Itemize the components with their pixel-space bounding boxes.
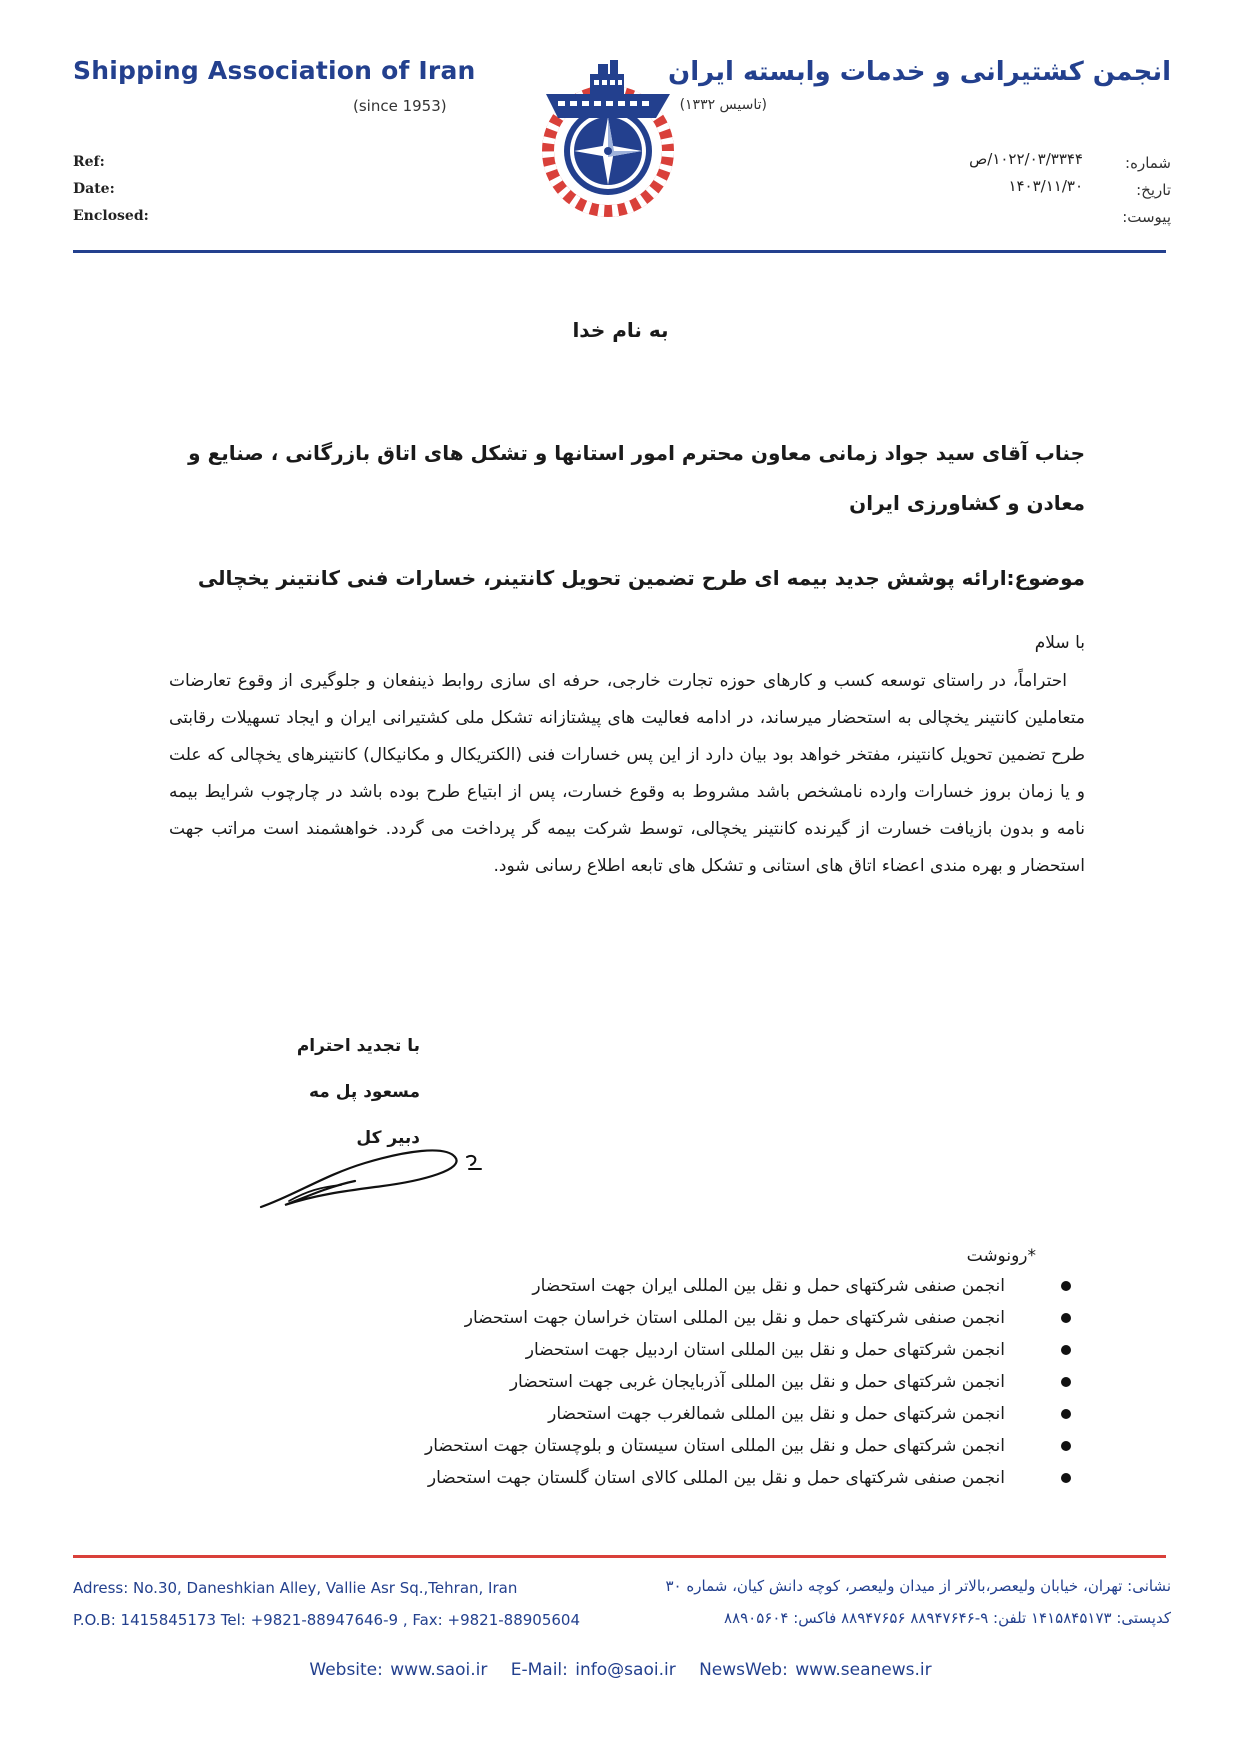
- handwritten-signature: [255, 1135, 505, 1215]
- basmala-heading: به نام خدا: [572, 318, 669, 342]
- address-line-en: Adress: No.30, Daneshkian Alley, Vallie Asr Sq.,Tehran, Iran: [73, 1579, 518, 1597]
- persian-founding-year: (تاسیس ۱۳۳۲): [679, 97, 767, 113]
- newsweb-link[interactable]: NewsWeb: www.seanews.ir: [699, 1660, 932, 1680]
- english-meta-labels: [73, 149, 149, 230]
- footer-divider: [73, 1555, 1166, 1558]
- cc-heading: *رونوشت: [966, 1246, 1036, 1266]
- persian-association-name: انجمن کشتیرانی و خدمات وابسته ایران: [668, 57, 1171, 87]
- recipient: جناب آقای سید جواد زمانی معاون محترم امور استانها و تشکل های اتاق بازرگانی ، صنایع و معادن و کشاورزی ایران: [188, 441, 1085, 515]
- bullet-icon: [1061, 1473, 1071, 1483]
- signer-name: مسعود پل مه: [308, 1082, 420, 1102]
- bullet-icon: [1061, 1409, 1071, 1419]
- persian-address: [666, 1570, 1172, 1634]
- english-founding-year: (since 1953): [353, 97, 447, 115]
- association-logo-icon: [528, 56, 688, 218]
- enclosed-label-fa: پیوست:: [1122, 208, 1171, 226]
- cc-item: انجمن شرکتهای حمل و نقل بین المللی آذربایجان غربی جهت استحضار: [425, 1366, 1071, 1398]
- english-address: [73, 1572, 580, 1636]
- cc-item: انجمن صنفی شرکتهای حمل و نقل بین المللی استان خراسان جهت استحضار: [425, 1302, 1071, 1334]
- letter-number: ۱۰۲۲/۰۳/۳۳۴۴/ص: [969, 150, 1083, 168]
- persian-meta-labels: [1122, 150, 1171, 231]
- cc-list: [425, 1270, 1071, 1494]
- greeting: با سلام: [1034, 633, 1085, 653]
- address-line-fa: نشانی: تهران، خیابان ولیعصر،بالاتر از میدان ولیعصر، کوچه دانش کیان، شماره ۳۰: [665, 1577, 1171, 1595]
- bullet-icon: [1061, 1345, 1071, 1355]
- contact-links: [0, 1660, 1241, 1680]
- cc-item: انجمن صنفی شرکتهای حمل و نقل بین المللی ایران جهت استحضار: [425, 1270, 1071, 1302]
- bullet-icon: [1061, 1281, 1071, 1291]
- number-label-fa: شماره:: [1125, 154, 1171, 172]
- ref-label: Ref:: [73, 154, 105, 170]
- enclosed-label: Enclosed:: [73, 208, 149, 224]
- body-paragraph: احتراماً، در راستای توسعه کسب و کارهای حوزه تجارت خارجی، حرفه ای سازی روابط ذینفعان و جلوگیری از وقوع تعارضات متعاملین کانتینر یخچالی به استحضار میرساند، در ادامه فعالیت های پیشتازانه تشکل ملی کشتیرانی ایران و ایجاد تسهیلات رقابتی طرح تضمین تحویل کانتینر، مفتخر خواهد بود بیان دارد از این پس خسارات فنی (الکتریکال و مکانیکال) کانتینرهای یخچالی که علت و یا زمان بروز خسارات وارده نامشخص باشد مشروط به وقوع خسارت، پس از ابتیاع طرح بوده باشد در چارچوب شرایط بیمه نامه و بدون بازیافت خسارت از گیرنده کانتینر یخچالی، توسط شرکت بیمه گر پرداخت می گردد. خواهشمند است مراتب جهت استحضار و بهره مندی اعضاء اتاق های استانی و تشکل های تابعه اطلاع رسانی شود.: [169, 671, 1085, 876]
- website-link[interactable]: Website: www.saoi.ir: [309, 1660, 488, 1680]
- bullet-icon: [1061, 1313, 1071, 1323]
- cc-item: انجمن شرکتهای حمل و نقل بین المللی شمالغرب جهت استحضار: [425, 1398, 1071, 1430]
- closing-phrase: با تجدید احترام: [296, 1036, 420, 1056]
- english-association-name: Shipping Association of Iran: [73, 56, 476, 85]
- cc-item: انجمن شرکتهای حمل و نقل بین المللی استان سیستان و بلوچستان جهت استحضار: [425, 1430, 1071, 1462]
- header-divider: [73, 250, 1166, 253]
- cc-item: انجمن صنفی شرکتهای حمل و نقل بین المللی کالای استان گلستان جهت استحضار: [425, 1462, 1071, 1494]
- letter-date: ۱۴۰۳/۱۱/۳۰: [1008, 177, 1083, 195]
- letter-body: [169, 663, 1085, 885]
- pob-line-en: P.O.B: 1415845173 Tel: +9821-88947646-9 , Fax: +9821-88905604: [73, 1611, 580, 1629]
- bullet-icon: [1061, 1441, 1071, 1451]
- pob-line-fa: کدپستی: ۱۴۱۵۸۴۵۱۷۳ تلفن: ۹-۸۸۹۴۷۶۴۶ ۸۸۹۴۷۶۵۶ فاکس: ۸۸۹۰۵۶۰۴: [724, 1609, 1171, 1627]
- bullet-icon: [1061, 1377, 1071, 1387]
- email-link[interactable]: E-Mail: info@saoi.ir: [510, 1660, 676, 1680]
- cc-item: انجمن شرکتهای حمل و نقل بین المللی استان اردبیل جهت استحضار: [425, 1334, 1071, 1366]
- subject-line: موضوع:ارائه پوشش جدید بیمه ای طرح تضمین تحویل کانتینر، خسارات فنی کانتینر یخچالی: [197, 566, 1085, 590]
- date-label-fa: تاریخ:: [1136, 181, 1171, 199]
- date-label: Date:: [73, 181, 115, 197]
- signer-title: دبیر کل: [356, 1128, 420, 1148]
- persian-meta-values: [969, 146, 1083, 200]
